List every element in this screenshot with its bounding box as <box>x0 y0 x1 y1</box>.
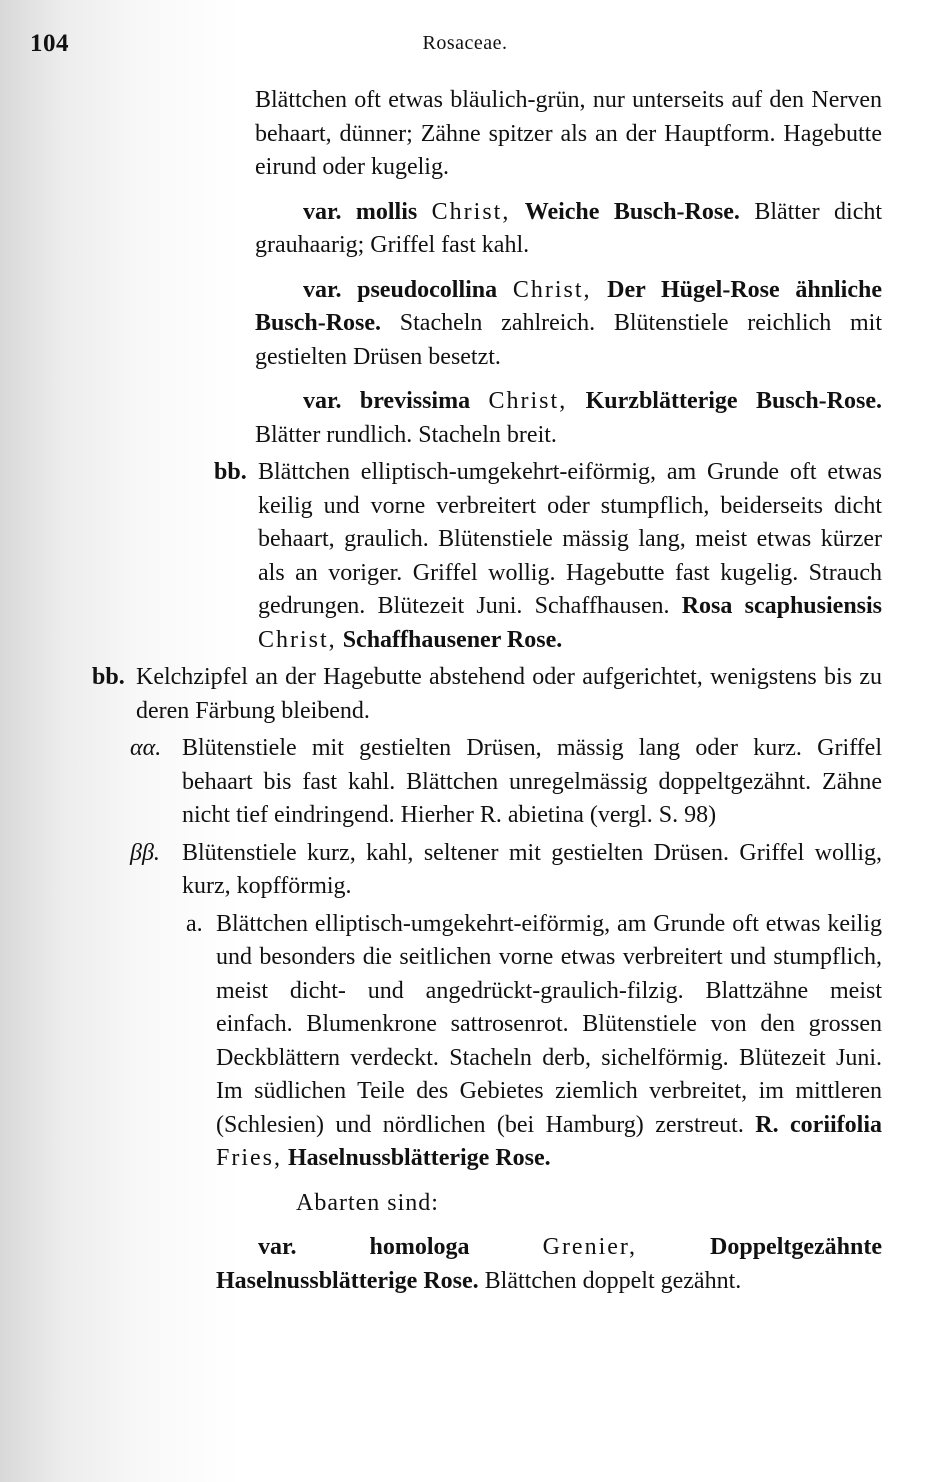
item-text <box>216 908 882 1176</box>
key-item-bb-scaphusiensis <box>214 456 883 657</box>
variety-name: var. mollis <box>303 198 418 225</box>
author: Christ, <box>431 198 511 225</box>
common-name: Der Hügel-Rose ähnliche Busch-Rose. <box>255 276 883 336</box>
key-item-a-coriifolia <box>186 908 882 1176</box>
variety-name: var. homologa <box>258 1234 470 1260</box>
item-text: Kelchzipfel an der Hagebutte abstehend oder aufgerichtet, wenigstens bis zu deren Färbung bleibend. <box>136 664 882 724</box>
key-item-beta <box>130 837 882 904</box>
variety-homologa <box>216 1231 882 1298</box>
description: Blättchen elliptisch-umgekehrt-eiförmig, am Grunde oft etwas keilig und besonders die seitlichen vorne etwas verbreitert und stumpflich, meist dicht- und angedrückt-graulich-filzig. Blattzähne meist einfach. Blumenkrone sattrosenrot. Blütenstiele von den grossen Deckblättern verdeckt. Stacheln derb, sichelförmig. Blütezeit Juni. Im südlichen Teile des Gebietes ziemlich verbreitet, im mittleren (Schlesien) und nördlichen (bei Hamburg) zerstreut. <box>216 910 882 1138</box>
description: Blätter dicht grauhaarig; Griffel fast kahl. <box>255 198 883 258</box>
variety-pseudocollina <box>255 274 882 375</box>
author: Christ, <box>512 276 592 303</box>
common-name: Doppeltgezähnte Haselnussblätterige Rose. <box>216 1234 882 1294</box>
item-text: Blütenstiele mit gestielten Drüsen, mässig lang oder kurz. Griffel behaart bis fast kahl. Blättchen unregelmässig doppeltgezähnt. Zähne nicht tief eindringend. Hierher R. abietina (vergl. S. 98) <box>182 735 882 828</box>
common-name: Weiche Busch-Rose. <box>524 198 740 225</box>
description: Blättchen doppelt gezähnt. <box>484 1267 742 1294</box>
item-label: bb. <box>214 459 247 485</box>
item-text <box>258 456 882 657</box>
item-label: ββ. <box>130 839 160 866</box>
author: Grenier, <box>542 1234 637 1260</box>
description: Blätter rundlich. Stacheln breit. <box>255 421 557 448</box>
description: Stacheln zahlreich. Blütenstiele reichlich mit gestielten Drüsen besetzt. <box>255 310 882 370</box>
key-item-bb-kelchzipfel <box>92 661 882 728</box>
description: Blättchen elliptisch-umgekehrt-eiförmig, am Grunde oft etwas keilig und vorne verbreitert oder stumpflich, beiderseits dicht behaart, graulich. Blütenstiele mässig lang, meist etwas kürzer als an voriger. Griffel wollig. Hagebutte fast kugelig. Strauch gedrungen. Blütezeit Juni. Schaffhausen. <box>258 459 882 619</box>
page-body <box>0 84 930 1298</box>
variety-name: var. brevissima <box>303 388 471 414</box>
species-name: R. coriifolia <box>755 1111 882 1138</box>
item-label: αα. <box>130 735 162 761</box>
running-head: Rosaceae. <box>422 32 508 54</box>
variety-name: var. pseudocollina <box>303 276 498 303</box>
key-item-alpha <box>130 732 882 833</box>
variety-brevissima <box>255 385 882 452</box>
species-name: Rosa scaphusiensis <box>681 593 883 619</box>
item-label: a. <box>186 910 203 937</box>
common-name: Haselnussblätterige Rose. <box>288 1145 551 1171</box>
author: Fries, <box>216 1145 282 1171</box>
author: Christ, <box>488 388 568 414</box>
variety-mollis <box>255 196 882 263</box>
common-name: Kurzblätterige Busch-Rose. <box>585 388 882 414</box>
paragraph-hauptform-note: Blättchen oft etwas bläulich-grün, nur unterseits auf den Nerven behaart, dünner; Zähne spitzer als an der Hauptform. Hagebutte eirund oder kugelig. <box>255 87 882 180</box>
page-number: 104 <box>30 30 69 57</box>
author: Christ, <box>258 626 337 653</box>
item-label: bb. <box>92 664 125 690</box>
common-name: Schaffhausener Rose. <box>342 626 563 653</box>
item-text: Blütenstiele kurz, kahl, seltener mit gestielten Drüsen. Griffel wollig, kurz, kopfförmig. <box>182 839 882 899</box>
page-header <box>0 30 930 64</box>
abarten-heading: Abarten sind: <box>296 1189 439 1216</box>
